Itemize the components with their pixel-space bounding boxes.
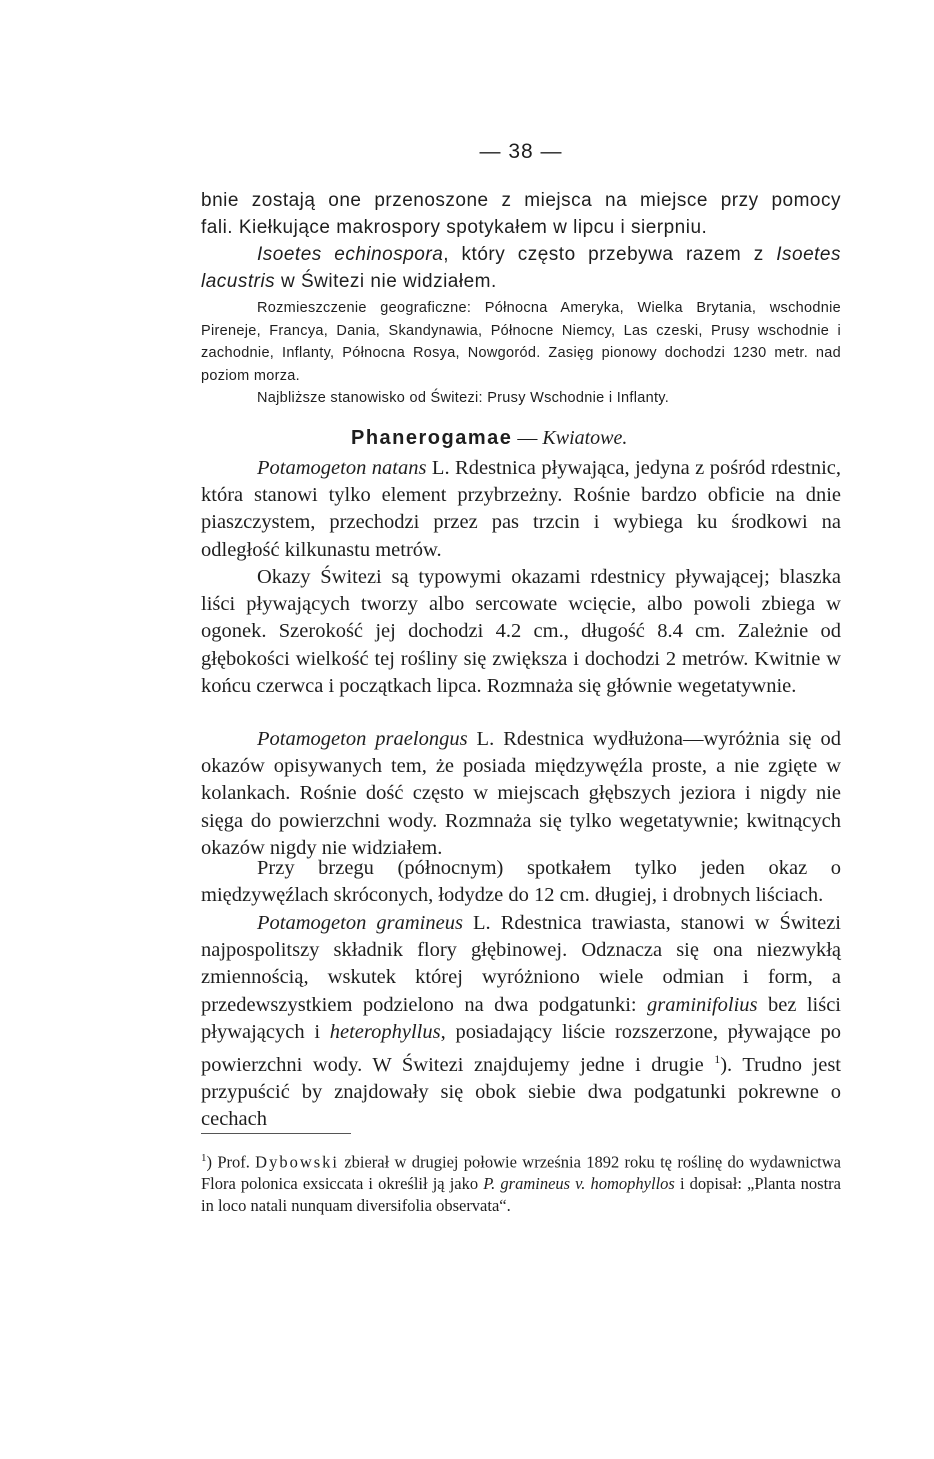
natans-name: Potamogeton natans (257, 457, 427, 479)
footnote-marker-paren: ) (206, 1152, 212, 1172)
isoetes-lacustris-species: lacustris (201, 271, 276, 292)
section-heading (351, 425, 627, 451)
gramineus-author: L. (462, 912, 491, 934)
gramineus-text-a: Rdestnica trawiasta, stanowi w Świtezi najpospolitszy składnik flory głębinowej. Odznacza się ona niezwykłą zmiennością, wskutek której wyróżniono wiele odmian i form, a przedewszystkiem podzielono na dwa podgatunki: (201, 912, 841, 1016)
praelongus-paragraph (201, 726, 841, 862)
footnote-divider (201, 1133, 351, 1134)
footnote-collector-name: Dybowski (255, 1152, 340, 1172)
distribution-paragraph: Rozmieszczenie geograficzne: Północna Ameryka, Wielka Brytania, wschodnie Pireneje, Francya, Dania, Skandynawia, Północne Niemcy, Las czeski, Prusy wschodnie i zachodnie, Inflanty, Północna Rosya, Nowgoród. Zasięg pionowy dochodzi 1230 metr. nad poziom morza. (201, 300, 841, 384)
footnote-species: P. gramineus v. homophyllos (483, 1174, 675, 1193)
gramineus-name: Potamogeton gramineus (257, 912, 463, 934)
footnote-text-a: zbierał w drugiej połowie września 1892 roku tę roślinę do wydawnictwa Flora polonica exsiccata i określił ją jako (201, 1152, 841, 1193)
gramineus-text-d: ). Trudno jest przypuścić by znajdowały się obok siebie dwa podgatunki pokrewne o cechach (201, 1053, 842, 1131)
natans-author: L. (426, 457, 450, 479)
praelongus-text-1: Rdestnica wydłużona—wyróżnia się od okazów opisywanych tem, że posiada międzywęźla proste, a nie zgięte w kolankach. Rośnie dość często w miejscach głębszych jeziora i nigdy nie sięga do powierzchni wody. Rozmnaża się tylko wegetatywnie; kwitnących okazów nigdy nie widziałem. (201, 728, 841, 859)
isoetes-echinospora-name: Isoetes echinospora (257, 244, 444, 265)
isoetes-paragraph (201, 241, 841, 295)
opening-line-1: bnie zostają one przenoszone z miejsca na miejsce przy pomocy (201, 190, 841, 211)
footnote-prof: Prof. (212, 1152, 256, 1172)
footnote-marker: 1 (201, 1152, 207, 1164)
opening-paragraph (201, 187, 841, 241)
natans-text-1: Rdestnica pływająca, jedyna z pośród rdestnic, która stanowi tylko element przybrzeżny. Rośnie bardzo obficie na dnie piaszczystem, przechodzi przez pas trzcin i wybiega ku środkowi na odległość kilkunastu metrów. (201, 457, 842, 561)
footnote (201, 1148, 841, 1216)
footnote-reference: 1 (714, 1052, 721, 1067)
heterophyllus-name: heterophyllus (329, 1020, 441, 1043)
heading-phanerogamae: Phanerogamae (351, 427, 513, 449)
praelongus-short-internodes: Przy brzegu (północnym) spotkałem tylko jeden okaz o międzywęźlach skróconych, łodydze do 12 cm. długiej, i drobnych liściach. (201, 857, 841, 907)
isoetes-mid-text: , który często przebywa razem z (443, 244, 777, 265)
praelongus-author: L. (467, 728, 495, 750)
isoetes-tail-text: w Świtezi nie widziałem. (275, 271, 497, 292)
gramineus-paragraph (201, 910, 841, 1133)
heading-separator: — (512, 427, 543, 449)
footnote-text-b: i dopisał: „Planta nostra in loco natali nunquam diversifolia observata“. (201, 1174, 841, 1215)
gramineus-text-c: , posiadający liście rozszerzone, pływające po powierzchni wody. W Świtezi znajdujemy jedne i drugie (201, 1020, 841, 1076)
page-number: — 38 — (479, 140, 563, 163)
heading-kwiatowe: Kwiatowe. (542, 427, 628, 449)
natans-description: Okazy Świtezi są typowymi okazami rdestnicy pływającej; blaszka liści pływających tworzy albo sercowate wcięcie, albo powoli zbiega w ogonek. Szerokość jej dochodzi 4.2 cm., długość 8.4 cm. Zależnie od głębokości wielkość tej rośliny się zwiększa i dochodzi 2 metrów. Kwitnie w końcu czerwca i początkach lipca. Rozmnaża się głównie wegetatywnie. (201, 566, 841, 697)
opening-line-2: fali. Kiełkujące makrospory spotykałem w lipcu i sierpniu. (201, 217, 708, 238)
graminifolius-name: graminifolius (647, 993, 758, 1016)
isoetes-lacustris-genus: Isoetes (776, 244, 841, 265)
praelongus-name: Potamogeton praelongus (257, 728, 468, 750)
gramineus-text-b: bez liści pływających i (201, 993, 841, 1043)
natans-paragraph (201, 455, 841, 564)
nearest-locality: Najbliższe stanowisko od Świtezi: Prusy Wschodnie i Inflanty. (257, 390, 670, 406)
